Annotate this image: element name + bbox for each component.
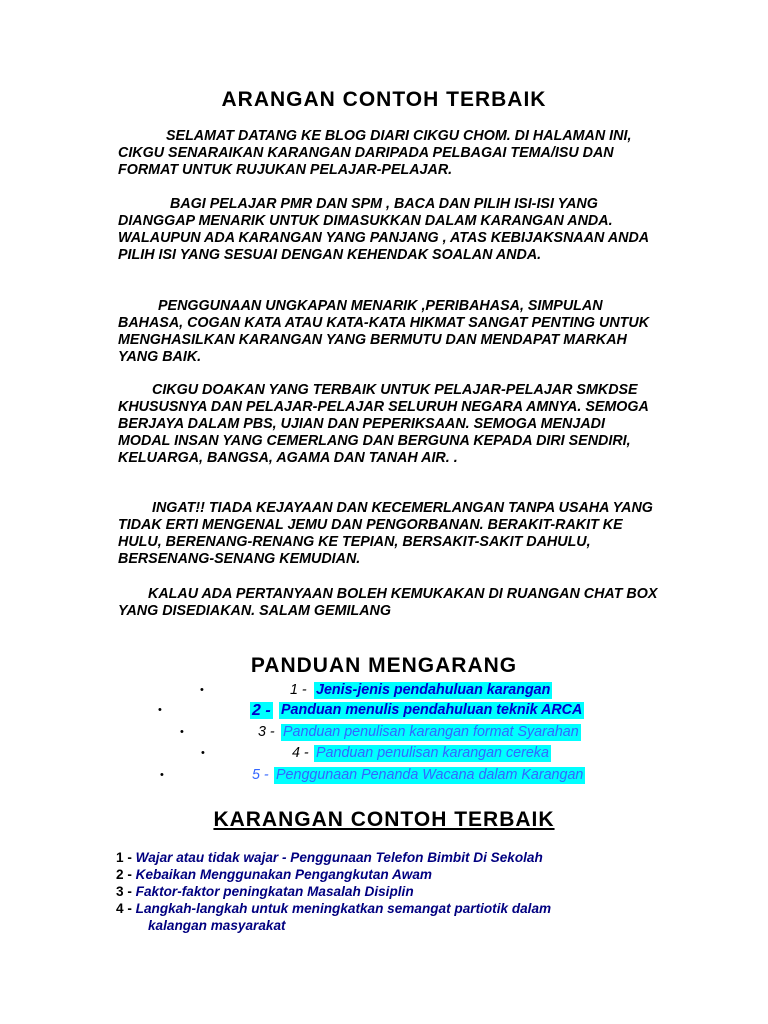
karangan-number: 1 - xyxy=(116,850,132,865)
karangan-item-4-continuation[interactable] xyxy=(148,917,708,934)
karangan-number: 4 - xyxy=(116,901,132,916)
bullet-icon: • xyxy=(200,684,204,696)
panduan-link-penanda-wacana[interactable]: Penggunaan Penanda Wacana dalam Karangan xyxy=(276,767,584,783)
panduan-number: 3 - xyxy=(258,724,275,740)
panduan-number: 1 - xyxy=(290,682,307,698)
paragraph-chatbox: KALAU ADA PERTANYAAN BOLEH KEMUKAKAN DI RUANGAN CHAT BOX YANG DISEDIAKAN. SALAM GEMILANG xyxy=(118,586,658,619)
bullet-icon: • xyxy=(180,726,184,738)
karangan-heading: KARANGAN CONTOH TERBAIK xyxy=(213,808,555,831)
karangan-item-2[interactable] xyxy=(116,866,676,883)
karangan-number: 2 - xyxy=(116,867,132,882)
karangan-link-patriotik-cont[interactable]: kalangan masyarakat xyxy=(148,918,286,933)
page-title: ARANGAN CONTOH TERBAIK xyxy=(221,88,547,111)
karangan-link-telefon[interactable]: Wajar atau tidak wajar - Penggunaan Telefon Bimbit Di Sekolah xyxy=(135,850,543,865)
panduan-number: 4 - xyxy=(292,745,309,761)
karangan-link-patriotik[interactable]: Langkah-langkah untuk meningkatkan semangat partiotik dalam xyxy=(135,901,552,916)
bullet-icon: • xyxy=(201,747,205,759)
karangan-number: 3 - xyxy=(116,884,132,899)
paragraph-ungkapan: PENGGUNAAN UNGKAPAN MENARIK ,PERIBAHASA, SIMPULAN BAHASA, COGAN KATA ATAU KATA-KATA HIKMAT SANGAT PENTING UNTUK MENGHASILKAN KARANGAN YANG BERMUTU DAN MENDAPAT MARKAH YANG BAIK. xyxy=(118,298,650,365)
karangan-link-pengangkutan[interactable]: Kebaikan Menggunakan Pengangkutan Awam xyxy=(135,867,433,882)
panduan-heading: PANDUAN MENGARANG xyxy=(250,654,518,677)
paragraph-welcome: SELAMAT DATANG KE BLOG DIARI CIKGU CHOM. DI HALAMAN INI, CIKGU SENARAIKAN KARANGAN DARIPADA PELBAGAI TEMA/ISU DAN FORMAT UNTUK RUJUKAN PELAJAR-PELAJAR. xyxy=(118,128,632,178)
karangan-item-3[interactable] xyxy=(116,883,676,900)
karangan-link-disiplin[interactable]: Faktor-faktor peningkatan Masalah Disiplin xyxy=(135,884,414,899)
panduan-link-pendahuluan[interactable]: Jenis-jenis pendahuluan karangan xyxy=(316,682,551,698)
bullet-icon: • xyxy=(160,769,164,781)
panduan-link-arca[interactable]: Panduan menulis pendahuluan teknik ARCA xyxy=(281,702,583,718)
bullet-icon: • xyxy=(158,704,162,716)
karangan-item-4[interactable] xyxy=(116,900,676,917)
panduan-number: 2 - xyxy=(252,702,271,719)
karangan-item-1[interactable] xyxy=(116,849,676,866)
paragraph-doa: CIKGU DOAKAN YANG TERBAIK UNTUK PELAJAR-PELAJAR SMKDSE KHUSUSNYA DAN PELAJAR-PELAJAR SELURUH NEGARA AMNYA. SEMOGA BERJAYA DALAM PBS, UJIAN DAN PEPERIKSAAN. SEMOGA MENJADI MODAL INSAN YANG CEMERLANG DAN BERGUNA KEPADA DIRI SENDIRI, KELUARGA, BANGSA, AGAMA DAN TANAH AIR. . xyxy=(118,382,649,466)
paragraph-ingat: INGAT!! TIADA KEJAYAAN DAN KECEMERLANGAN TANPA USAHA YANG TIDAK ERTI MENGENAL JEMU DAN PENGORBANAN. BERAKIT-RAKIT KE HULU, BERENANG-RENANG KE TEPIAN, BERSAKIT-SAKIT DAHULU, BERSENANG-SENANG KEMUDIAN. xyxy=(118,500,653,567)
panduan-number: 5 - xyxy=(252,767,269,783)
panduan-link-cereka[interactable]: Panduan penulisan karangan cereka xyxy=(316,745,549,761)
paragraph-pmr-spm: BAGI PELAJAR PMR DAN SPM , BACA DAN PILIH ISI-ISI YANG DIANGGAP MENARIK UNTUK DIMASUKKAN DALAM KARANGAN ANDA. WALAUPUN ADA KARANGAN YANG PANJANG , ATAS KEBIJAKSNAAN ANDA PILIH ISI YANG SESUAI DENGAN KEHENDAK SOALAN ANDA. xyxy=(118,196,649,263)
panduan-link-syarahan[interactable]: Panduan penulisan karangan format Syarahan xyxy=(283,724,579,740)
